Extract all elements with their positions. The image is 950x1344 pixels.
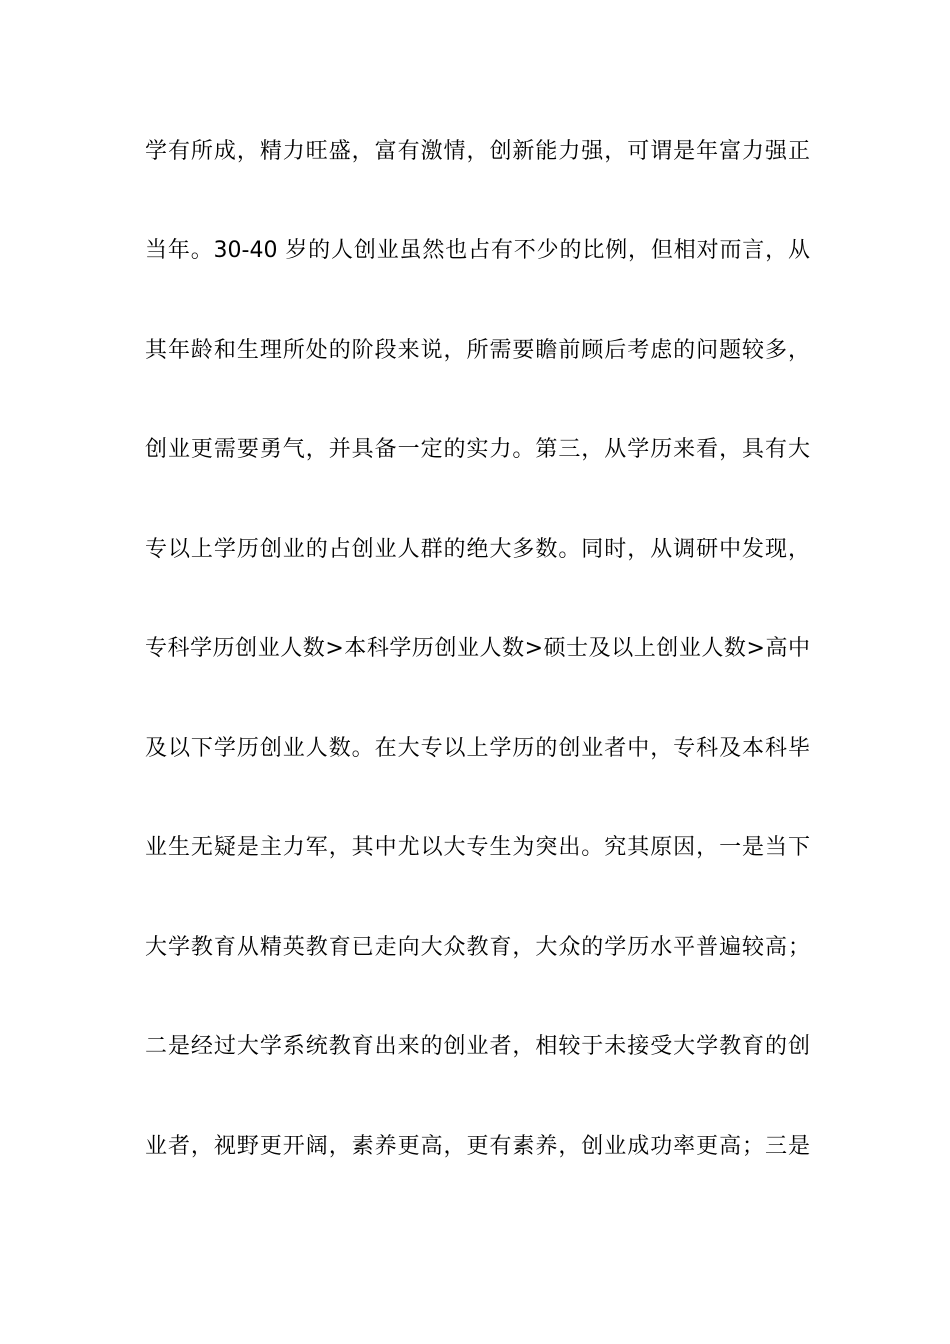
paragraph-line-7: 及以下学历创业人数。在大专以上学历的创业者中，专科及本科毕 bbox=[145, 736, 810, 761]
paragraph-line-5: 专以上学历创业的占创业人群的绝大多数。同时，从调研中发现， bbox=[145, 537, 810, 562]
paragraph-line-1: 学有所成，精力旺盛，富有激情，创新能力强，可谓是年富力强正 bbox=[145, 139, 810, 164]
paragraph-line-4: 创业更需要勇气，并具备一定的实力。第三，从学历来看，具有大 bbox=[145, 437, 810, 462]
paragraph-line-6: 专科学历创业人数>本科学历创业人数>硕士及以上创业人数>高中 bbox=[145, 636, 810, 661]
paragraph-line-3: 其年龄和生理所处的阶段来说，所需要瞻前顾后考虑的问题较多， bbox=[145, 338, 810, 363]
paragraph-line-10: 二是经过大学系统教育出来的创业者，相较于未接受大学教育的创 bbox=[145, 1034, 810, 1059]
paragraph-line-9: 大学教育从精英教育已走向大众教育，大众的学历水平普遍较高； bbox=[145, 935, 810, 960]
paragraph-line-2: 当年。30-40 岁的人创业虽然也占有不少的比例，但相对而言，从 bbox=[145, 238, 810, 263]
paragraph-line-11: 业者，视野更开阔，素养更高，更有素养，创业成功率更高；三是 bbox=[145, 1134, 810, 1159]
paragraph-line-8: 业生无疑是主力军，其中尤以大专生为突出。究其原因，一是当下 bbox=[145, 835, 810, 860]
